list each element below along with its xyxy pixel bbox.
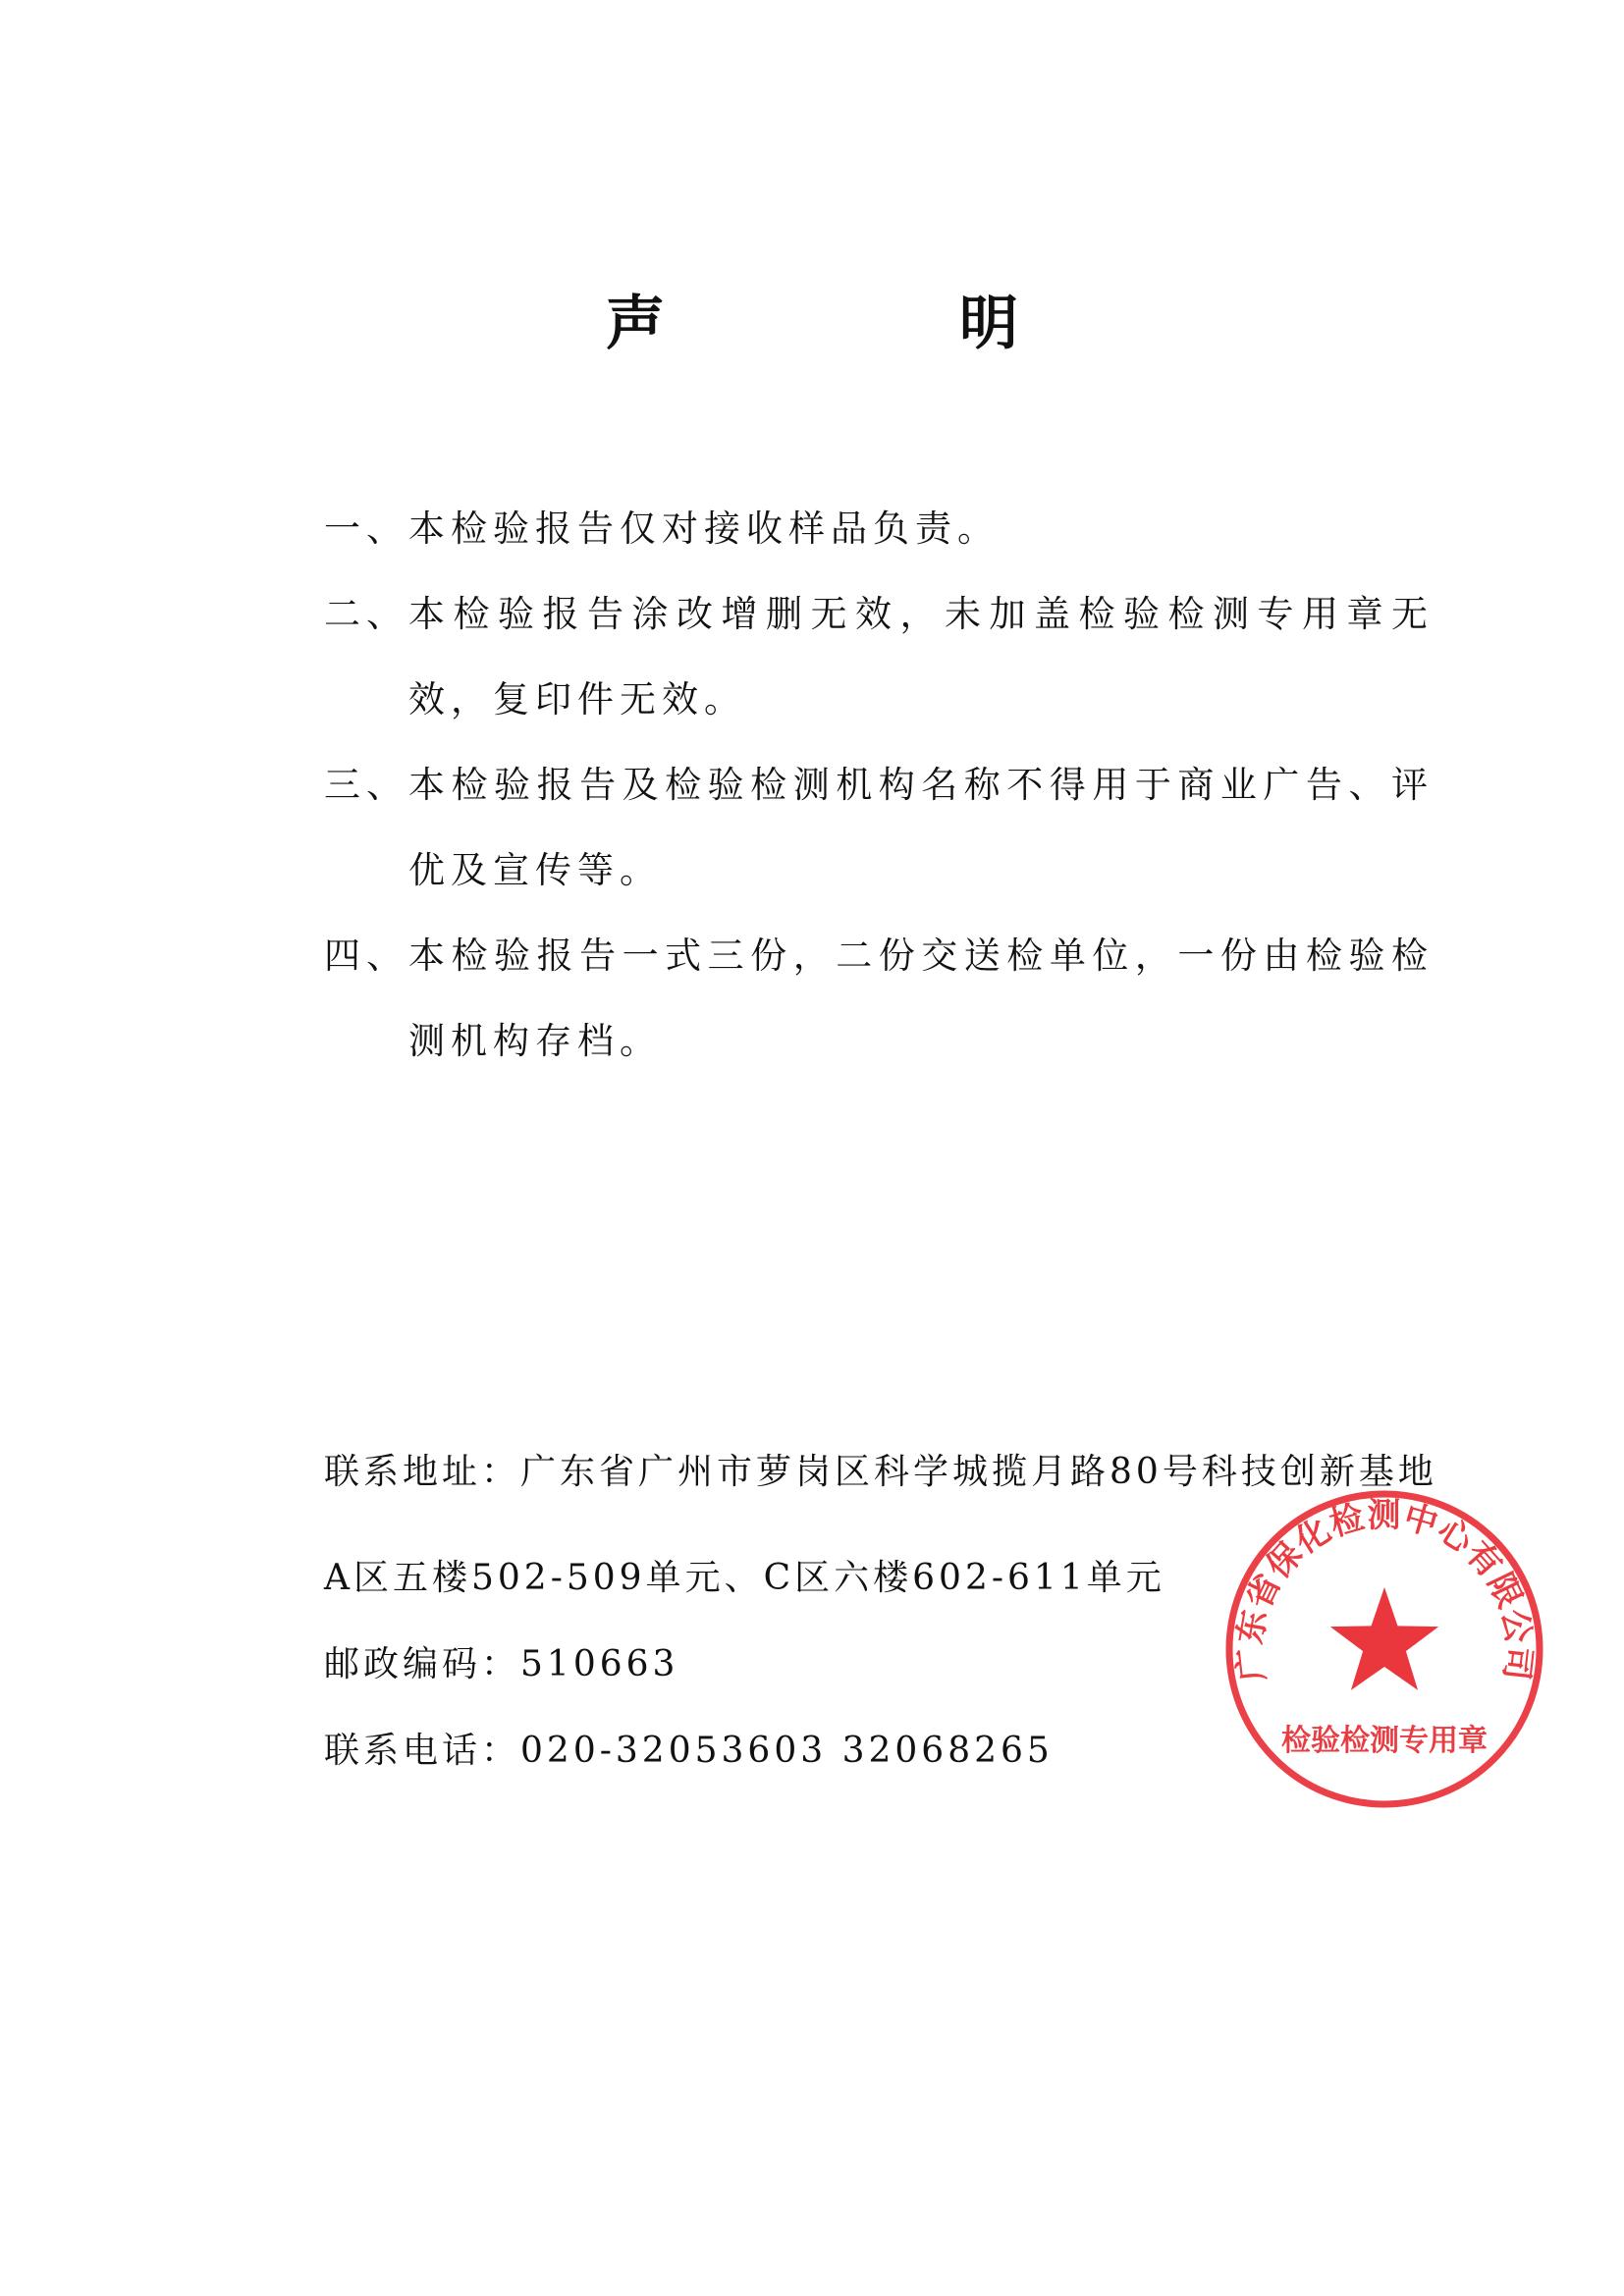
clause-1: [324, 486, 1434, 571]
address-line-2: A区五楼502-509单元、C区六楼602-611单元: [324, 1558, 1165, 1598]
postcode-line: [324, 1635, 1434, 1694]
clause-2: [324, 571, 1434, 742]
clause-4: [324, 913, 1434, 1084]
seal-organization-text: 广东省保化检测中心有限公司: [1232, 1498, 1537, 1683]
postcode-label: 邮政编码：: [324, 1644, 521, 1684]
clause-text: 本检验报告及检验检测机构名称不得用于商业广告、评优及宣传等。: [408, 764, 1434, 891]
address-value: 广东省广州市萝岗区科学城揽月路80号科技创新基地: [520, 1452, 1437, 1492]
clause-3: [324, 742, 1434, 913]
address-label: 联系地址：: [324, 1452, 521, 1492]
clause-number: 四、: [324, 934, 408, 977]
seal-purpose-text: 检验检测专用章: [1281, 1725, 1488, 1757]
postcode-value: 510663: [520, 1644, 679, 1684]
page-title: 声 明: [606, 290, 1136, 358]
contact-address: [324, 1443, 1437, 1608]
phone-line: [324, 1722, 1434, 1781]
clause-text: 本检验报告涂改增删无效，未加盖检验检测专用章无效，复印件无效。: [408, 593, 1434, 721]
statement-clauses: [324, 486, 1434, 1084]
clause-number: 三、: [324, 764, 408, 806]
clause-text: 本检验报告一式三份，二份交送检单位，一份由检验检测机构存档。: [408, 934, 1434, 1062]
clause-number: 一、: [324, 507, 408, 550]
contact-info: [324, 1443, 1437, 1808]
address-line-1: [324, 1443, 1437, 1502]
clause-number: 二、: [324, 593, 408, 635]
phone-label: 联系电话：: [324, 1731, 521, 1771]
phone-value: 020-32053603 32068265: [520, 1731, 1054, 1771]
clause-text: 本检验报告仅对接收样品负责。: [408, 507, 1000, 550]
